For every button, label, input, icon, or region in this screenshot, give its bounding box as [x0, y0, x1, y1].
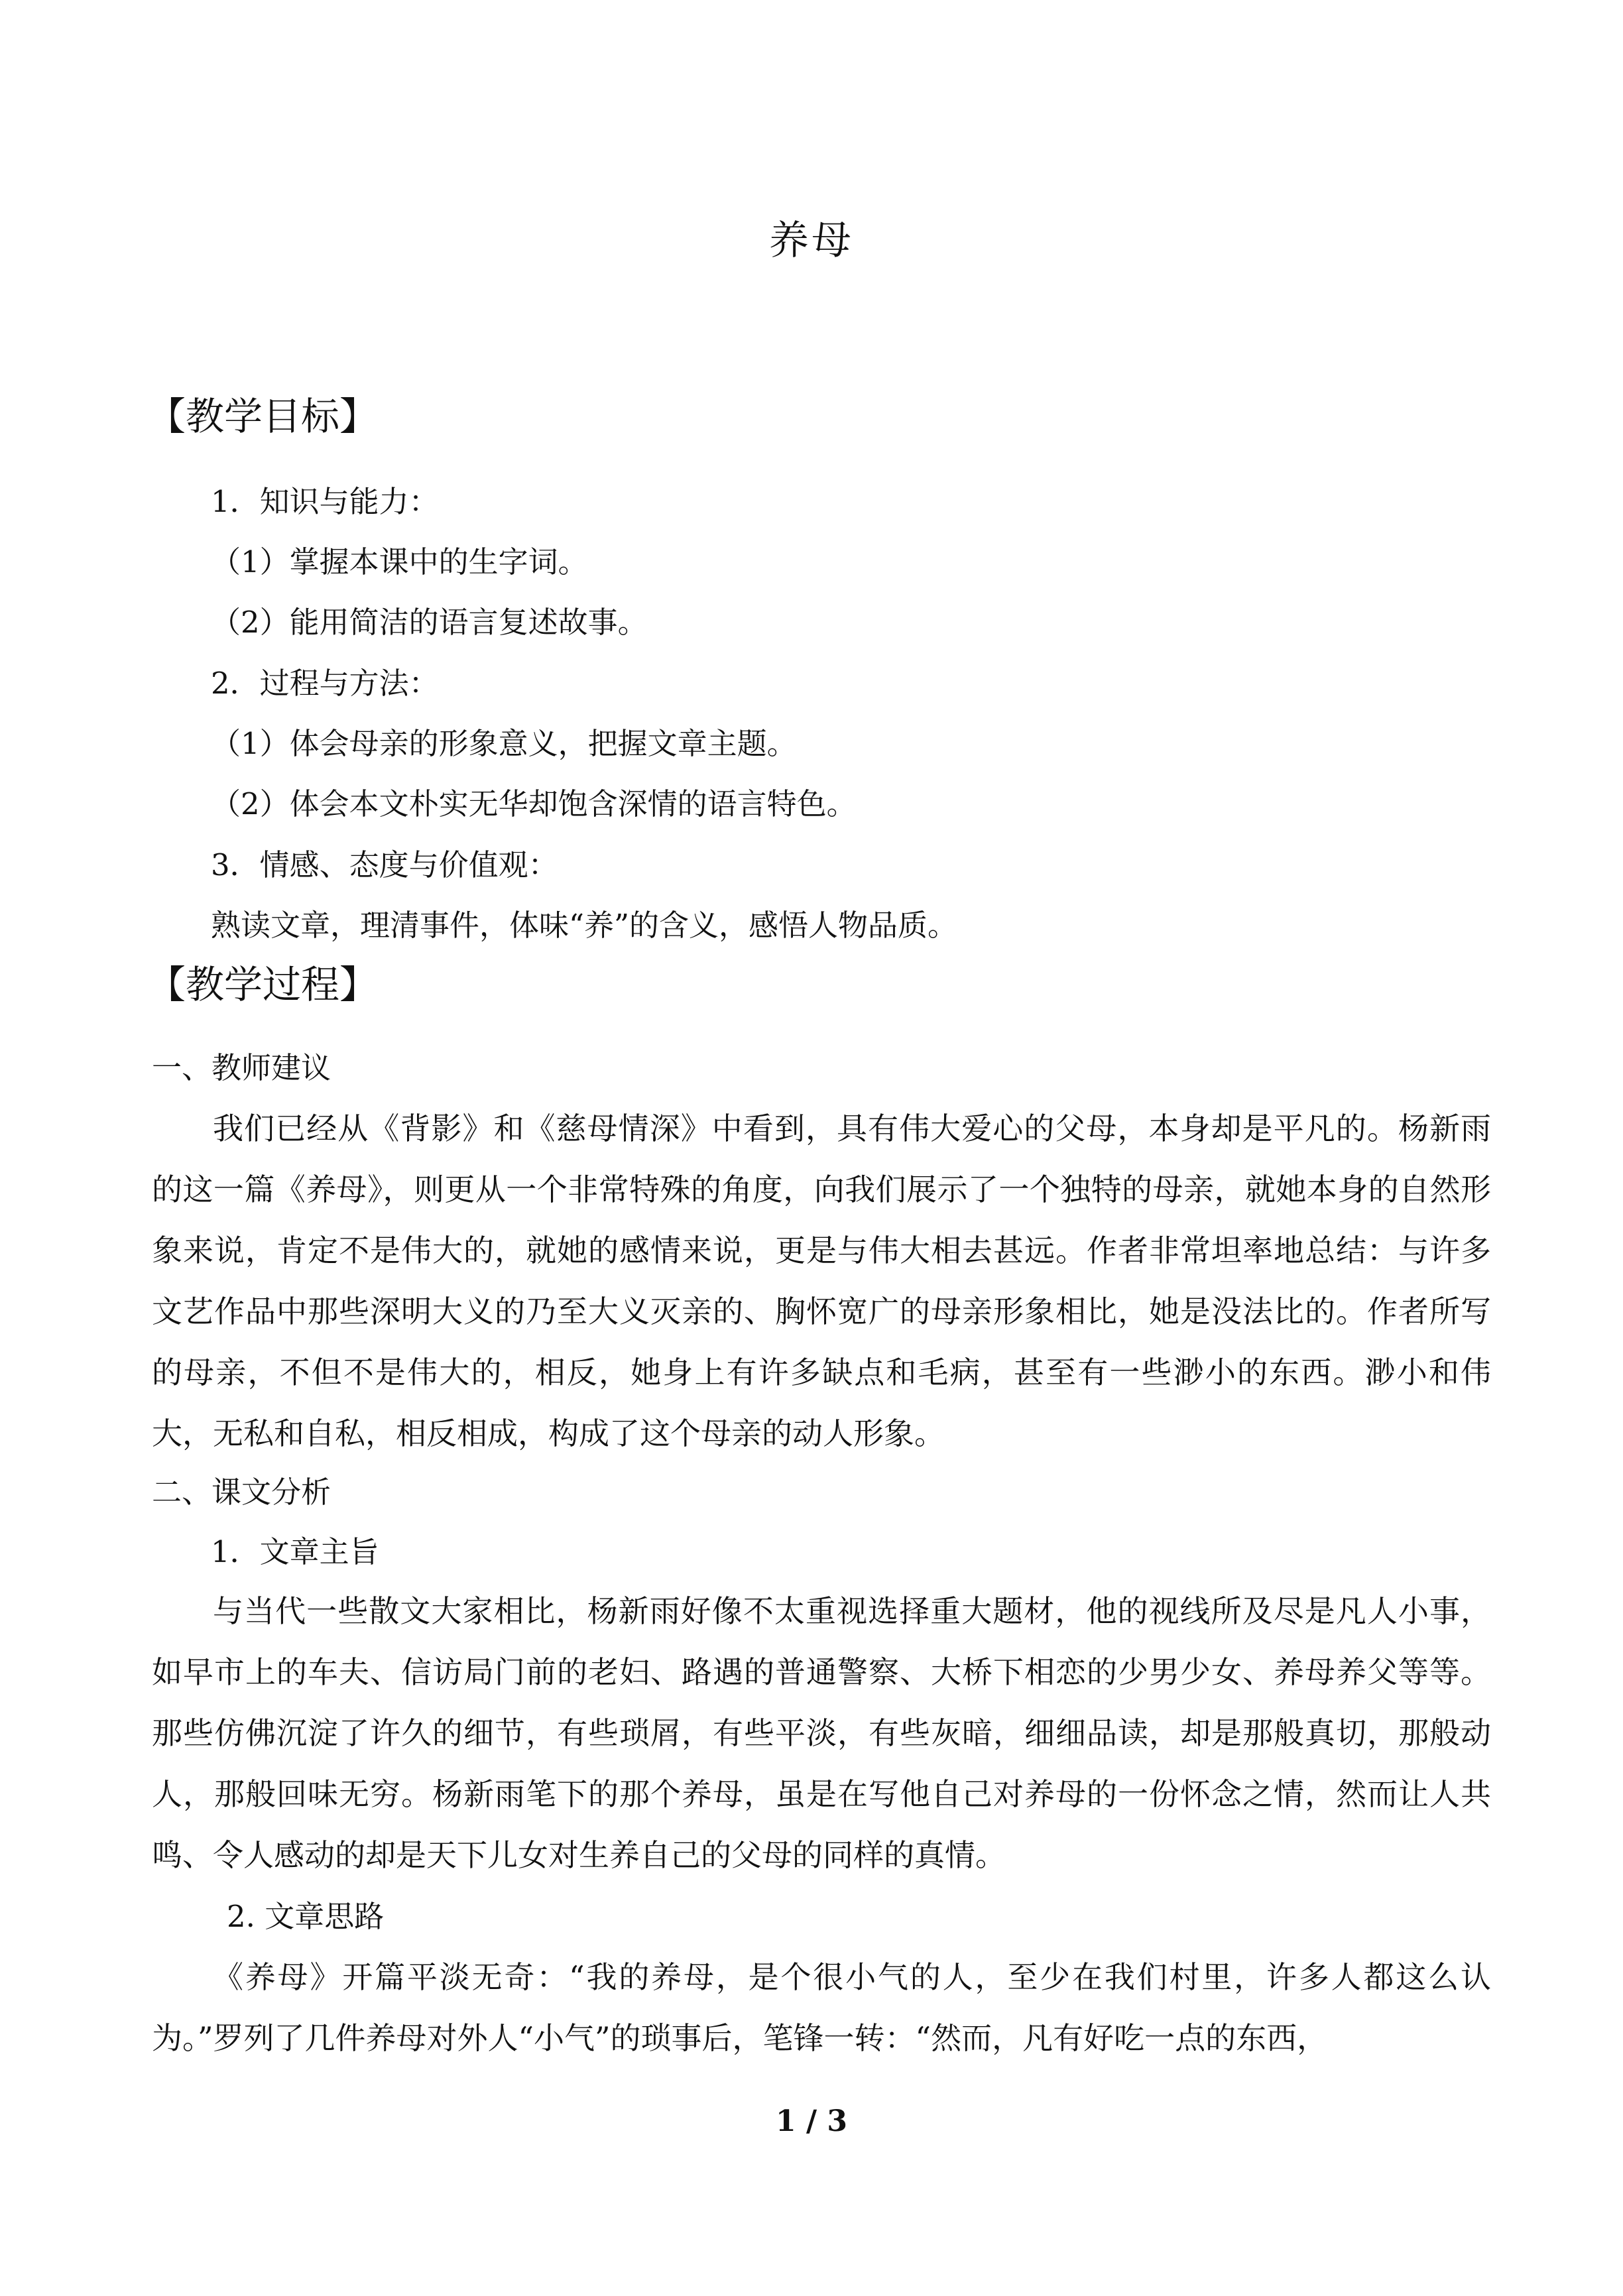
objective-item: （1）掌握本课中的生字词。 — [211, 544, 588, 579]
paragraph-structure: 《养母》开篇平淡无奇：“我的养母，是个很小气的人，至少在我们村里，许多人都这么认为。”罗列了几件养母对外人“小气”的琐事后，笔锋一转：“然而，凡有好吃一点的东西， — [152, 1959, 1491, 2056]
section-heading-process: 【教学过程】 — [147, 962, 379, 1007]
paragraph-teacher-advice: 我们已经从《背影》和《慈母情深》中看到，具有伟大爱心的父母，本身却是平凡的。杨新雨的这一篇《养母》，则更从一个非常特殊的角度，向我们展示了一个独特的母亲，就她本身的自然形象来说，肯定不是伟大的，就她的感情来说，更是与伟大相去甚远。作者非常坦率地总结：与许多文艺作品中那些深明大义的乃至大义灭亲的、胸怀宽广的母亲形象相比，她是没法比的。作者所写的母亲，不但不是伟大的，相反，她身上有许多缺点和毛病，甚至有一些渺小的东西。渺小和伟大，无私和自私，相反相成，构成了这个母亲的动人形象。 — [152, 1111, 1491, 1451]
objective-process: 2．过程与方法： — [211, 666, 439, 701]
subsection-title-structure: 2. 文章思路 — [227, 1899, 385, 1934]
objective-item: 熟读文章，理清事件，体味“养”的含义，感悟人物品质。 — [211, 908, 958, 943]
objective-attitude: 3．情感、态度与价值观： — [211, 847, 558, 882]
part-title-text-analysis: 二、课文分析 — [152, 1475, 331, 1510]
section-heading-objectives: 【教学目标】 — [147, 394, 379, 439]
paragraph-theme: 与当代一些散文大家相比，杨新雨好像不太重视选择重大题材，他的视线所及尽是凡人小事，如早市上的车夫、信访局门前的老妇、路遇的普通警察、大桥下相恋的少男少女、养母养父等等。那些仿佛沉淀了许久的细节，有些琐屑，有些平淡，有些灰暗，细细品读，却是那般真切，那般动人，那般回味无穷。杨新雨笔下的那个养母，虽是在写他自己对养母的一份怀念之情，然而让人共鸣、令人感动的却是天下儿女对生养自己的父母的同样的真情。 — [152, 1593, 1491, 1873]
objective-item: （2）能用简洁的语言复述故事。 — [211, 605, 648, 640]
subsection-title-theme: 1．文章主旨 — [211, 1534, 379, 1569]
document-title: 养母 — [769, 217, 854, 264]
page-number: 1 / 3 — [776, 2104, 847, 2138]
objective-item: （1）体会母亲的形象意义，把握文章主题。 — [211, 726, 797, 761]
objective-item: （2）体会本文朴实无华却饱含深情的语言特色。 — [211, 786, 857, 821]
part-title-teacher-advice: 一、教师建议 — [152, 1050, 331, 1085]
objective-knowledge: 1．知识与能力： — [211, 484, 439, 519]
